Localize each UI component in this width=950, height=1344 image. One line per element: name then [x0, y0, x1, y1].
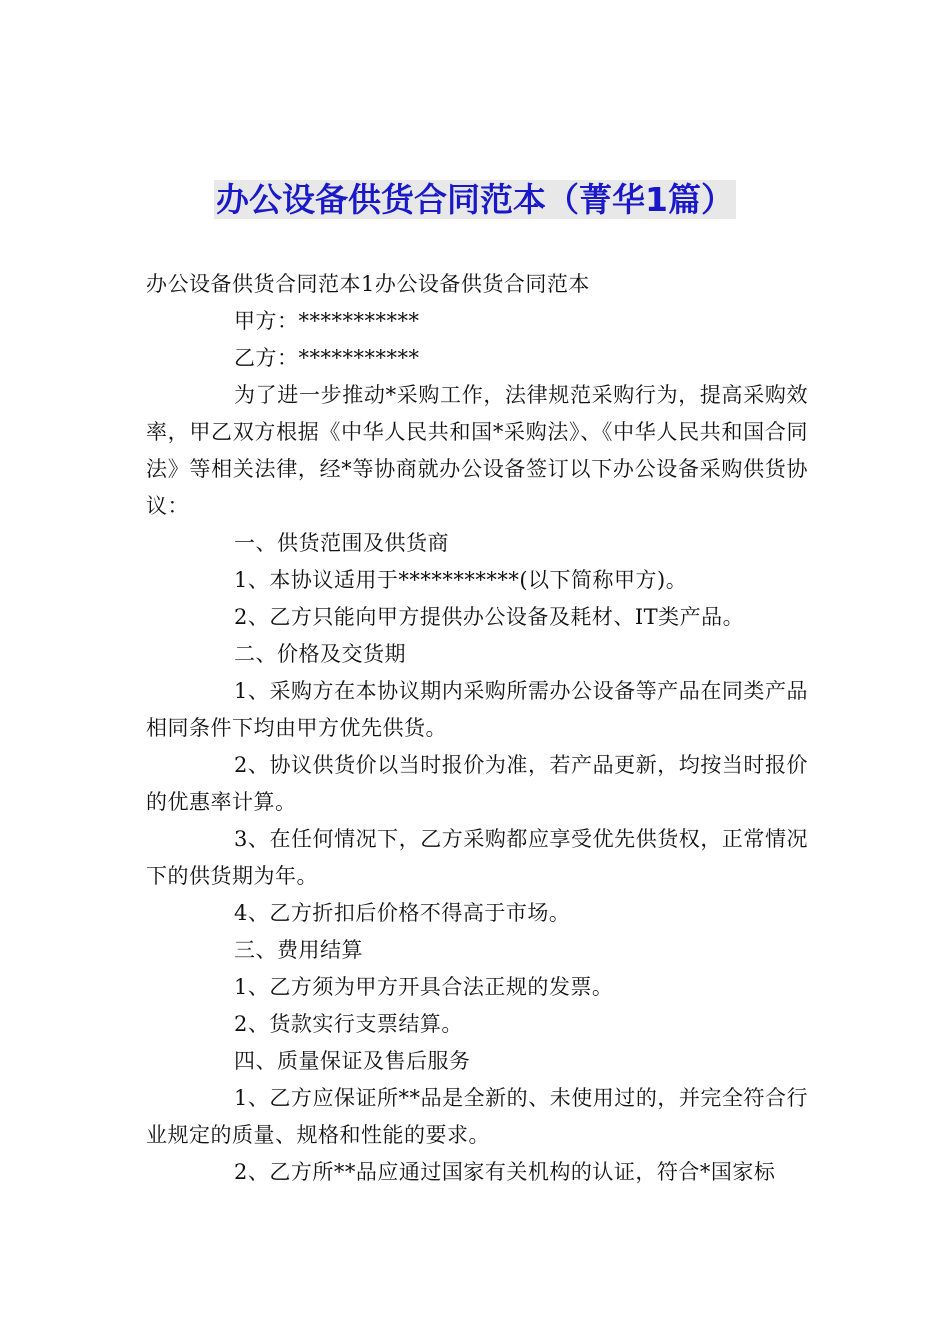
paragraph-heading-line: 办公设备供货合同范本1办公设备供货合同范本: [146, 272, 590, 296]
section-heading-1: 一、供货范围及供货商: [234, 531, 449, 555]
clause-3-2: 2、货款实行支票结算。: [234, 1012, 463, 1036]
paragraph-preamble: 为了进一步推动*采购工作，法律规范采购行为，提高采购效率，甲乙双方根据《中华人民共和国*采购法》、《中华人民共和国合同法》等相关法律，经*等协商就办公设备签订以下办公设备采购供货协议：: [146, 383, 808, 518]
section-heading-2: 二、价格及交货期: [234, 642, 406, 666]
clause-4-2: 2、乙方所**品应通过国家有关机构的认证，符合*国家标: [234, 1160, 776, 1184]
clause-2-4: 4、乙方折扣后价格不得高于市场。: [234, 901, 571, 925]
clause-2-3: 3、在任何情况下，乙方采购都应享受优先供货权，正常情况下的供货期为年。: [146, 827, 808, 888]
paragraph-party-a: 甲方：***********: [234, 309, 420, 333]
section-heading-3: 三、费用结算: [234, 938, 363, 962]
clause-1-1: 1、本协议适用于***********(以下简称甲方)。: [234, 568, 688, 592]
paragraph-party-b: 乙方：***********: [234, 346, 420, 370]
clause-3-1: 1、乙方须为甲方开具合法正规的发票。: [234, 975, 614, 999]
document-title: [0, 176, 950, 224]
clause-2-1: 1、采购方在本协议期内采购所需办公设备等产品在同类产品相同条件下均由甲方优先供货。: [146, 679, 808, 740]
clause-2-2: 2、协议供货价以当时报价为准，若产品更新，均按当时报价的优惠率计算。: [146, 753, 808, 814]
document-title-text: 办公设备供货合同范本（菁华1篇）: [216, 180, 734, 219]
clause-4-1: 1、乙方应保证所**品是全新的、未使用过的，并完全符合行业规定的质量、规格和性能的要求。: [146, 1086, 808, 1147]
document-body: [146, 266, 808, 1191]
clause-1-2: 2、乙方只能向甲方提供办公设备及耗材、IT类产品。: [234, 605, 745, 629]
section-heading-4: 四、质量保证及售后服务: [234, 1049, 471, 1073]
